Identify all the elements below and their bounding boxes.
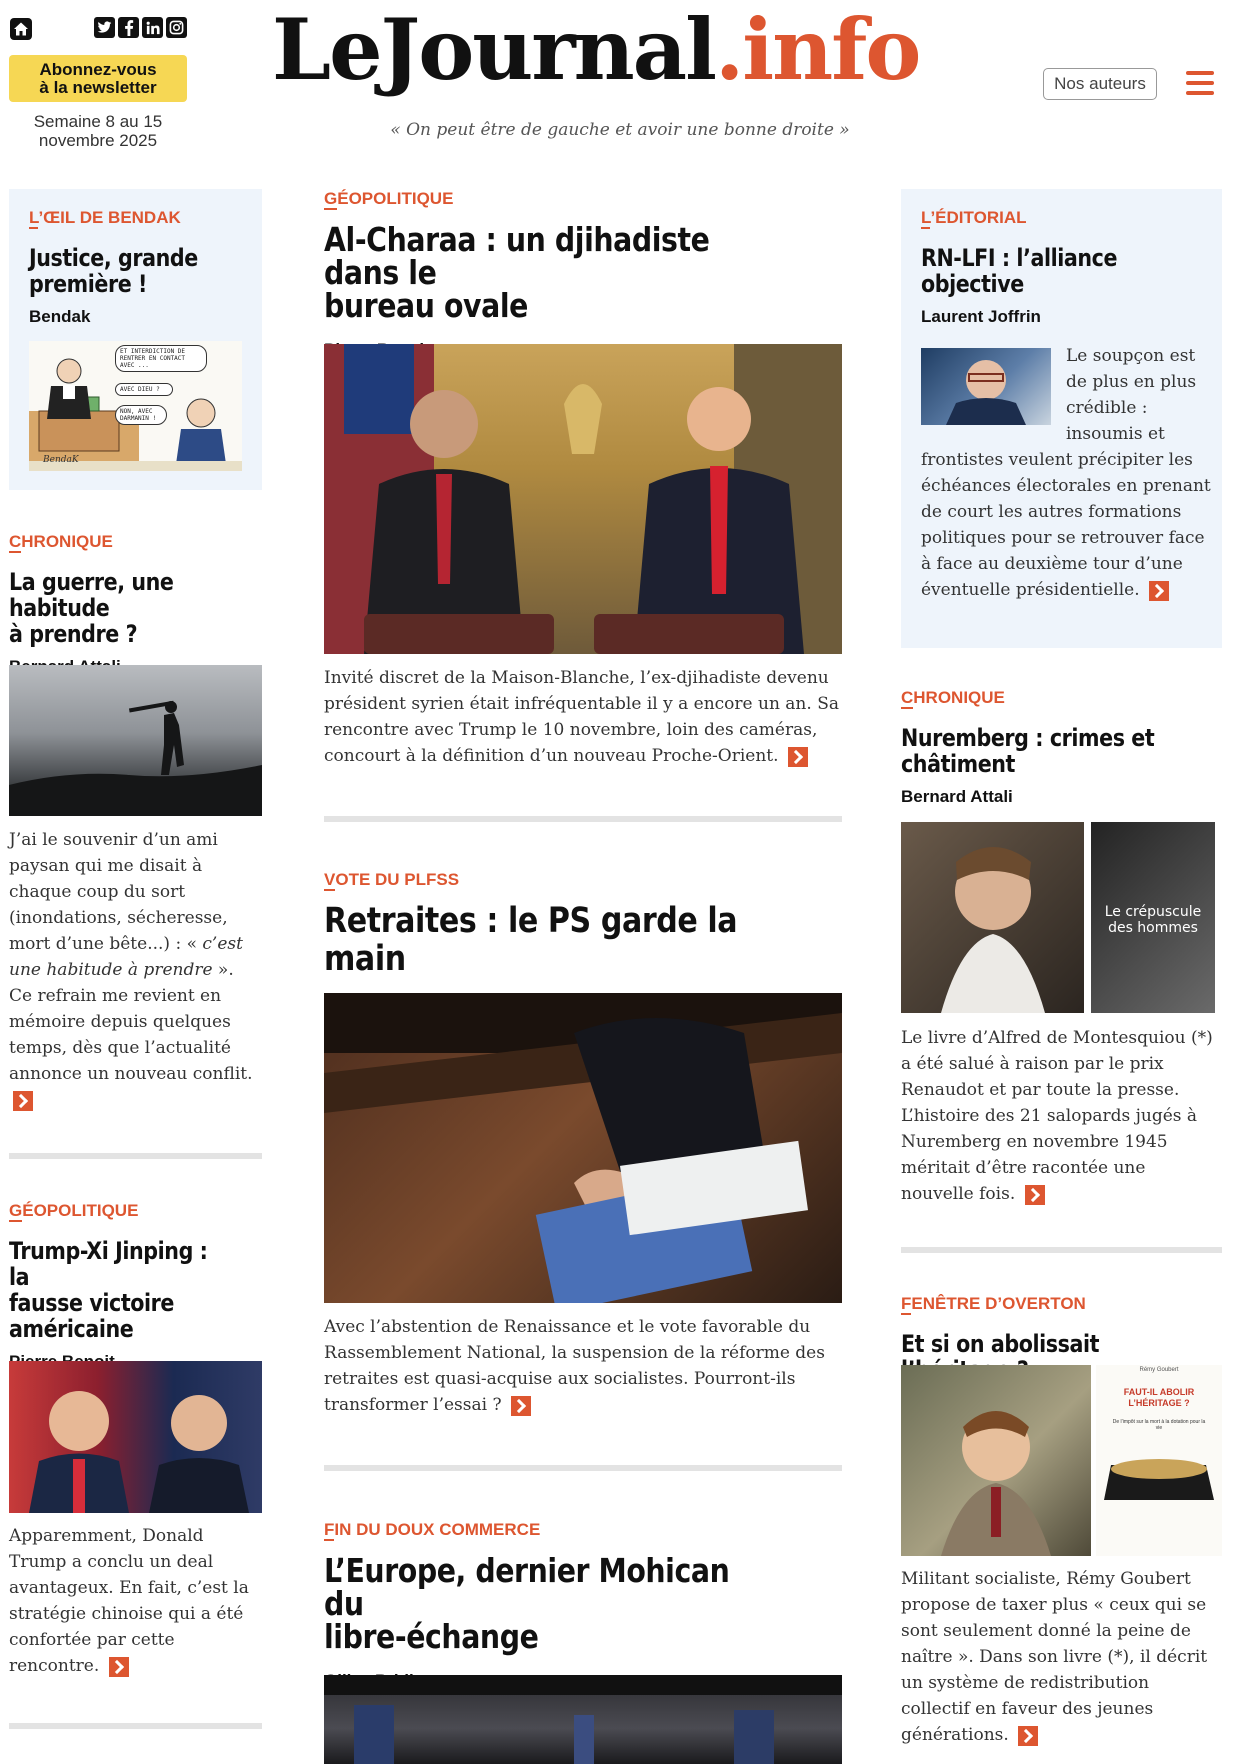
article-kicker: CHRONIQUE bbox=[901, 688, 1005, 707]
article-kicker: L’ŒIL DE BENDAK bbox=[29, 208, 181, 227]
separator bbox=[901, 1247, 1222, 1253]
read-more-arrow-icon[interactable] bbox=[13, 1091, 33, 1111]
twitter-icon[interactable] bbox=[94, 17, 115, 38]
authors-button[interactable]: Nos auteurs bbox=[1043, 68, 1157, 100]
article-title[interactable]: Et si on abolissait bbox=[901, 1330, 1100, 1358]
speech-bubble-3: NON, AVEC DARMANIN ! bbox=[115, 405, 167, 425]
site-logo[interactable] bbox=[272, 0, 919, 100]
article-kicker: FIN DU DOUX COMMERCE bbox=[324, 1520, 541, 1539]
read-more-arrow-icon[interactable] bbox=[1018, 1726, 1038, 1746]
article-card-al-charaa[interactable] bbox=[324, 189, 844, 360]
newsletter-label-line2: à la newsletter bbox=[39, 77, 157, 97]
article-title[interactable]: Trump-Xi Jinping : la fausse victoire américaine bbox=[9, 1237, 208, 1343]
book-title: FAUT-IL ABOLIR L’HÉRITAGE ? bbox=[1123, 1387, 1195, 1408]
site-tagline: « On peut être de gauche et avoir une bonne droite » bbox=[390, 120, 850, 140]
instagram-icon[interactable] bbox=[166, 17, 187, 38]
article-excerpt: Apparemment, Donald Trump a conclu un deal avantageux. En fait, c’est la stratégie chinoise qui a été confortée par cette rencontre. bbox=[9, 1526, 249, 1676]
separator bbox=[9, 1153, 262, 1159]
article-author[interactable]: Bernard Attali bbox=[901, 787, 1013, 806]
article-kicker: FENÊTRE D’OVERTON bbox=[901, 1294, 1086, 1313]
separator bbox=[324, 816, 842, 822]
site-header bbox=[0, 0, 1238, 170]
article-title[interactable]: Retraites : le PS garde la main bbox=[324, 901, 738, 979]
article-card-editorial[interactable] bbox=[921, 208, 1211, 327]
oval-office-image[interactable] bbox=[324, 344, 842, 654]
bendak-cartoon[interactable] bbox=[29, 341, 242, 471]
newsletter-label-line1: Abonnez-vous bbox=[39, 59, 157, 79]
article-card-trump-xi[interactable] bbox=[9, 1201, 262, 1372]
article-excerpt: J’ai le souvenir d’un ami paysan qui me disait à chaque coup du sort (inondations, sécheresse, mort d’une bête...) : « c’est une habitude à prendre ». Ce refrain me revient en mémoire depuis quelques temps, dès que l’actualité annonce un nouveau conflit. bbox=[9, 827, 262, 1113]
read-more-arrow-icon[interactable] bbox=[1025, 1185, 1045, 1205]
week-line2: novembre 2025 bbox=[38, 131, 158, 150]
article-author[interactable]: Bendak bbox=[29, 307, 91, 326]
article-kicker: VOTE DU PLFSS bbox=[324, 870, 460, 889]
article-card-nuremberg[interactable] bbox=[901, 688, 1222, 807]
book-cover-title: Le crépuscule des hommes bbox=[1104, 904, 1202, 936]
article-title[interactable]: La guerre, une habitude à prendre ? bbox=[9, 568, 174, 648]
article-card-europe[interactable] bbox=[324, 1520, 844, 1691]
separator bbox=[9, 1723, 262, 1729]
article-kicker: GÉOPOLITIQUE bbox=[9, 1201, 139, 1220]
nuremberg-image[interactable] bbox=[901, 822, 1222, 1013]
heritage-image[interactable] bbox=[901, 1365, 1222, 1556]
joffrin-portrait-image[interactable] bbox=[921, 348, 1051, 425]
read-more-arrow-icon[interactable] bbox=[511, 1396, 531, 1416]
week-line1: Semaine 8 au 15 bbox=[33, 112, 163, 131]
goubert-portrait bbox=[901, 1365, 1091, 1556]
assembly-vote-image[interactable] bbox=[324, 993, 842, 1303]
article-title[interactable]: L’Europe, dernier Mohican du libre-échange bbox=[324, 1551, 730, 1656]
article-kicker: CHRONIQUE bbox=[9, 532, 113, 551]
article-excerpt: Avec l’abstention de Renaissance et le vote favorable du Rassemblement National, la suspension de la réforme des retraites est quasi-acquise aux socialistes. Pourront-ils transformer l’essai ? bbox=[324, 1317, 825, 1415]
article-excerpt: Invité discret de la Maison-Blanche, l’ex-djihadiste devenu président syrien était infréquentable il y a encore un an. Sa rencontre avec Trump le 10 novembre, loin des caméras, concourt à la définition d’un nouveau Proche-Orient. bbox=[324, 668, 839, 766]
book-subtitle: De l’impôt sur la mort à la dotation pour la vie bbox=[1112, 1419, 1206, 1431]
article-title[interactable]: Al-Charaa : un djihadiste dans le bureau ovale bbox=[324, 220, 710, 325]
article-card-war-habit[interactable] bbox=[9, 532, 262, 677]
read-more-arrow-icon[interactable] bbox=[109, 1657, 129, 1677]
article-title[interactable]: Justice, grande première ! bbox=[29, 244, 198, 298]
article-kicker: L’ÉDITORIAL bbox=[921, 208, 1027, 227]
read-more-arrow-icon[interactable] bbox=[1149, 581, 1169, 601]
article-kicker: GÉOPOLITIQUE bbox=[324, 189, 454, 208]
week-label bbox=[9, 112, 187, 150]
social-links bbox=[94, 17, 187, 38]
article-card-bendak[interactable] bbox=[29, 208, 244, 327]
article-title[interactable]: Nuremberg : crimes et châtiment bbox=[901, 724, 1155, 778]
article-excerpt: Le livre d’Alfred de Montesquiou (*) a été salué à raison par le prix Renaudot et par toute la presse. L’histoire des 21 salopards jugés à Nuremberg en novembre 1945 méritait d’être racontée une nouvelle fois. bbox=[901, 1028, 1213, 1204]
logo-text-main: LeJournal bbox=[272, 0, 716, 99]
hamburger-menu-icon[interactable] bbox=[1186, 71, 1214, 95]
trump-xi-image[interactable] bbox=[9, 1361, 262, 1513]
speech-bubble-1: ET INTERDICTION DE RENTRER EN CONTACT AVEC ... bbox=[115, 345, 207, 372]
book-cover-crepuscule[interactable] bbox=[1091, 822, 1215, 1013]
separator bbox=[324, 1465, 842, 1471]
article-author[interactable]: Laurent Joffrin bbox=[921, 307, 1041, 326]
article-title[interactable]: RN-LFI : l’alliance objective bbox=[921, 244, 1118, 298]
europe-image[interactable] bbox=[324, 1675, 842, 1764]
newsletter-subscribe-button[interactable] bbox=[9, 55, 187, 102]
article-excerpt: frontistes veulent précipiter les échéances électorales en prenant de court les autres formations politiques pour se retrouver face à face au deuxième tour d’une éventuelle présidentielle. bbox=[921, 450, 1211, 600]
logo-text-suffix: .info bbox=[715, 0, 920, 99]
article-excerpt: Militant socialiste, Rémy Goubert propose de taxer plus « ceux qui se sont seulement donné la peine de naître ». Dans son livre (*), il décrit un système de redistribution collectif en faveur des jeunes générations. bbox=[901, 1569, 1208, 1745]
read-more-arrow-icon[interactable] bbox=[788, 747, 808, 767]
home-icon[interactable] bbox=[9, 17, 33, 41]
cartoon-signature: BendaK bbox=[43, 455, 79, 465]
facebook-icon[interactable] bbox=[118, 17, 139, 38]
book-author: Rémy Goubert bbox=[1139, 1367, 1179, 1373]
book-cover-heritage[interactable] bbox=[1096, 1365, 1222, 1556]
soldier-silhouette-image[interactable] bbox=[9, 665, 262, 816]
linkedin-icon[interactable] bbox=[142, 17, 163, 38]
speech-bubble-2: AVEC DIEU ? bbox=[115, 383, 173, 396]
article-excerpt-float: Le soupçon est de plus en plus crédible : insoumis et bbox=[1066, 346, 1197, 444]
